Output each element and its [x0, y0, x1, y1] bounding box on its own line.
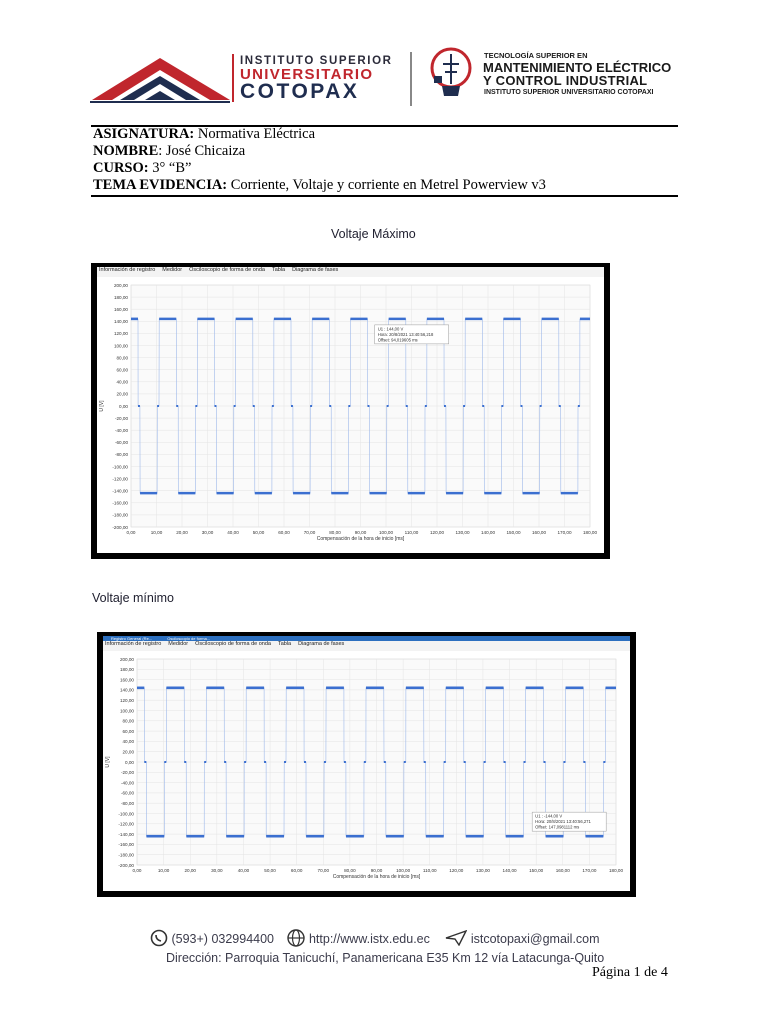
menu-bar	[103, 641, 630, 651]
y-tick-label: 40,00	[116, 379, 128, 385]
x-tick-label: 160,00	[555, 868, 570, 873]
y-tick-label: -100,00	[118, 811, 134, 817]
y-tick-label: 40,00	[122, 739, 134, 745]
y-tick-label: -180,00	[112, 512, 128, 518]
tema-label: TEMA EVIDENCIA:	[93, 177, 228, 193]
institute-name-line2: UNIVERSITARIO	[240, 66, 374, 83]
curso-value: 3° “B”	[148, 160, 192, 176]
menu-info-registro[interactable]: Información de registro	[99, 267, 156, 273]
asignatura-row	[93, 126, 546, 143]
x-tick-label: 50,00	[264, 868, 276, 873]
x-tick-label: 30,00	[211, 868, 223, 873]
y-tick-label: -60,00	[120, 790, 134, 796]
x-axis-label: Compensación de la hora de inicio [ms]	[332, 874, 421, 880]
lightbulb-tower-icon	[428, 46, 474, 104]
menu-diagrama-fases[interactable]: Diagrama de fases	[292, 267, 339, 273]
x-tick-label: 90,00	[370, 868, 383, 873]
x-tick-label: 110,00	[422, 868, 437, 873]
footer-phone: (593+) 032994400	[171, 932, 275, 946]
menu-tabla[interactable]: Tabla	[271, 267, 286, 273]
curso-row	[93, 160, 546, 177]
y-tick-label: -160,00	[118, 842, 134, 848]
menu-bar	[97, 267, 604, 277]
y-tick-label: -200,00	[112, 524, 128, 530]
y-tick-label: 20,00	[116, 391, 128, 397]
info-block	[93, 126, 546, 194]
y-tick-label: -140,00	[118, 831, 134, 837]
nombre-label: NOMBRE	[93, 143, 159, 159]
career-line2: MANTENIMIENTO ELÉCTRICO	[483, 60, 672, 75]
y-tick-label: 100,00	[119, 708, 134, 714]
x-tick-label: 30,00	[201, 530, 214, 535]
x-tick-label: 160,00	[531, 530, 547, 535]
curso-label: CURSO:	[93, 160, 149, 176]
x-tick-label: 180,00	[582, 530, 598, 535]
x-tick-label: 10,00	[150, 530, 163, 535]
footer-web-link[interactable]: http://www.istx.edu.ec	[308, 932, 430, 946]
y-tick-label: 160,00	[113, 307, 128, 312]
x-tick-label: 170,00	[582, 868, 597, 873]
x-tick-label: 50,00	[252, 530, 265, 535]
oscilloscope-screen-max	[97, 267, 604, 553]
y-tick-label: 60,00	[116, 367, 128, 373]
menu-medidor[interactable]: Medidor	[168, 641, 189, 647]
asignatura-label: ASIGNATURA:	[93, 126, 195, 142]
x-tick-label: 150,00	[506, 530, 521, 535]
y-tick-label: -40,00	[114, 428, 128, 433]
y-tick-label: -40,00	[120, 780, 134, 786]
y-tick-label: 180,00	[113, 294, 128, 300]
tab-registro[interactable]: Registro General (Re...	[111, 636, 153, 641]
voltage-chart-max	[97, 277, 604, 553]
x-tick-label: 90,00	[354, 530, 367, 535]
page-number: Página 1 de 4	[592, 965, 668, 980]
y-tick-label: 80,00	[122, 718, 134, 724]
y-tick-label: -20,00	[114, 415, 128, 421]
y-tick-label: -180,00	[118, 852, 134, 858]
career-line1: TECNOLOGÍA SUPERIOR EN	[484, 51, 588, 60]
y-axis-label: U [V]	[105, 756, 111, 768]
x-tick-label: 180,00	[608, 868, 624, 873]
y-tick-label: 0,00	[125, 759, 134, 765]
institute-name-line1: INSTITUTO SUPERIOR	[240, 55, 393, 67]
tooltip-line: U1 : 144,00 V	[377, 326, 404, 332]
menu-medidor[interactable]: Medidor	[162, 267, 183, 273]
x-tick-label: 20,00	[184, 868, 196, 873]
x-tick-label: 130,00	[455, 530, 470, 535]
header-separator	[410, 52, 412, 106]
asignatura-value: Normativa Eléctrica	[194, 126, 316, 142]
y-tick-label: -120,00	[118, 821, 134, 827]
y-tick-label: -60,00	[114, 440, 128, 446]
y-tick-label: 140,00	[113, 319, 128, 325]
y-tick-label: 0,00	[119, 403, 128, 409]
y-tick-label: -80,00	[120, 801, 134, 806]
tooltip-line: Offset: 147,0981112 ms	[535, 824, 580, 830]
y-tick-label: 80,00	[116, 355, 128, 361]
info-bottom-rule	[91, 195, 678, 197]
tooltip-line: U1 : -144,00 V	[535, 813, 563, 819]
footer-email[interactable]: istcotopaxi@gmail.com	[470, 932, 600, 946]
menu-osciloscopio[interactable]: Osciloscopio de forma de onda	[195, 641, 271, 647]
institute-name-line3: COTOPAX	[240, 80, 360, 103]
y-tick-label: 120,00	[119, 698, 134, 703]
whatsapp-icon	[150, 929, 168, 947]
x-tick-label: 10,00	[157, 868, 170, 873]
x-tick-label: 170,00	[557, 530, 572, 535]
x-tick-label: 140,00	[480, 530, 496, 535]
y-tick-label: -200,00	[118, 862, 134, 868]
x-tick-label: 0,00	[132, 868, 142, 873]
nombre-value: : José Chicaiza	[158, 143, 246, 159]
x-tick-label: 40,00	[227, 530, 239, 535]
y-tick-label: -120,00	[112, 476, 128, 482]
tema-row	[93, 177, 546, 194]
paper-plane-icon	[445, 930, 467, 946]
x-tick-label: 60,00	[278, 530, 290, 535]
screenshot-frame-min	[97, 632, 636, 897]
tooltip-line: Hora: 20/8/2021 13:40:56,218	[377, 331, 434, 337]
x-tick-label: 20,00	[176, 530, 188, 535]
voltage-chart-min	[103, 651, 630, 891]
menu-info-registro[interactable]: Información de registro	[105, 641, 162, 647]
x-tick-label: 40,00	[237, 868, 250, 873]
y-tick-label: 20,00	[122, 749, 134, 755]
x-axis-label: Compensación de la hora de inicio [ms]	[316, 536, 405, 542]
x-tick-label: 100,00	[378, 530, 394, 535]
x-tick-label: 60,00	[290, 868, 303, 873]
x-tick-label: 120,00	[429, 530, 445, 535]
oscilloscope-screen-min	[103, 636, 630, 891]
y-tick-label: 100,00	[113, 343, 128, 349]
x-tick-label: 110,00	[404, 530, 419, 535]
tooltip-line: Hora: 20/8/2021 13:40:56,271	[535, 819, 591, 825]
y-tick-label: 200,00	[113, 282, 128, 288]
tooltip-line: Offset: 94,019605 ms	[377, 337, 418, 343]
section-title-min: Voltaje mínimo	[92, 591, 174, 605]
career-line4: INSTITUTO SUPERIOR UNIVERSITARIO COTOPAXI	[484, 89, 654, 96]
x-tick-label: 130,00	[475, 868, 490, 873]
x-tick-label: 0,00	[126, 530, 136, 535]
logo-divider	[232, 54, 234, 102]
y-tick-label: 200,00	[119, 656, 134, 662]
menu-diagrama-fases[interactable]: Diagrama de fases	[298, 641, 345, 647]
y-axis-label: U [V]	[99, 400, 105, 412]
section-title-max: Voltaje Máximo	[331, 227, 416, 241]
y-tick-label: 160,00	[119, 677, 134, 683]
tema-value: Corriente, Voltaje y corriente en Metrel Powerview v3	[227, 177, 546, 193]
career-line3: Y CONTROL INDUSTRIAL	[483, 73, 648, 88]
y-tick-label: -80,00	[114, 452, 128, 458]
y-tick-label: -100,00	[112, 464, 128, 470]
y-tick-label: 60,00	[122, 728, 134, 734]
nombre-row	[93, 143, 546, 160]
footer-address: Dirección: Parroquia Tanicuchí, Panamericana E35 Km 12 vía Latacunga-Quito	[166, 951, 605, 965]
y-tick-label: -20,00	[120, 770, 134, 776]
y-tick-label: 120,00	[113, 331, 128, 337]
y-tick-label: -140,00	[112, 488, 128, 494]
x-tick-label: 150,00	[529, 868, 544, 873]
tab-osciloscopio[interactable]: Osciloscopio de forma...	[167, 636, 211, 641]
x-tick-label: 70,00	[303, 530, 316, 535]
globe-icon	[286, 928, 306, 948]
y-tick-label: -160,00	[112, 500, 128, 506]
x-tick-label: 100,00	[396, 868, 411, 873]
screenshot-frame-max	[91, 263, 610, 559]
menu-tabla[interactable]: Tabla	[277, 641, 292, 647]
footer-contact-row	[150, 928, 600, 948]
y-tick-label: 180,00	[119, 667, 134, 673]
y-tick-label: 140,00	[119, 687, 134, 693]
x-tick-label: 120,00	[449, 868, 464, 873]
x-tick-label: 140,00	[502, 868, 517, 873]
x-tick-label: 80,00	[329, 530, 341, 535]
x-tick-label: 70,00	[317, 868, 330, 873]
x-tick-label: 80,00	[344, 868, 356, 873]
menu-osciloscopio[interactable]: Osciloscopio de forma de onda	[189, 267, 265, 273]
